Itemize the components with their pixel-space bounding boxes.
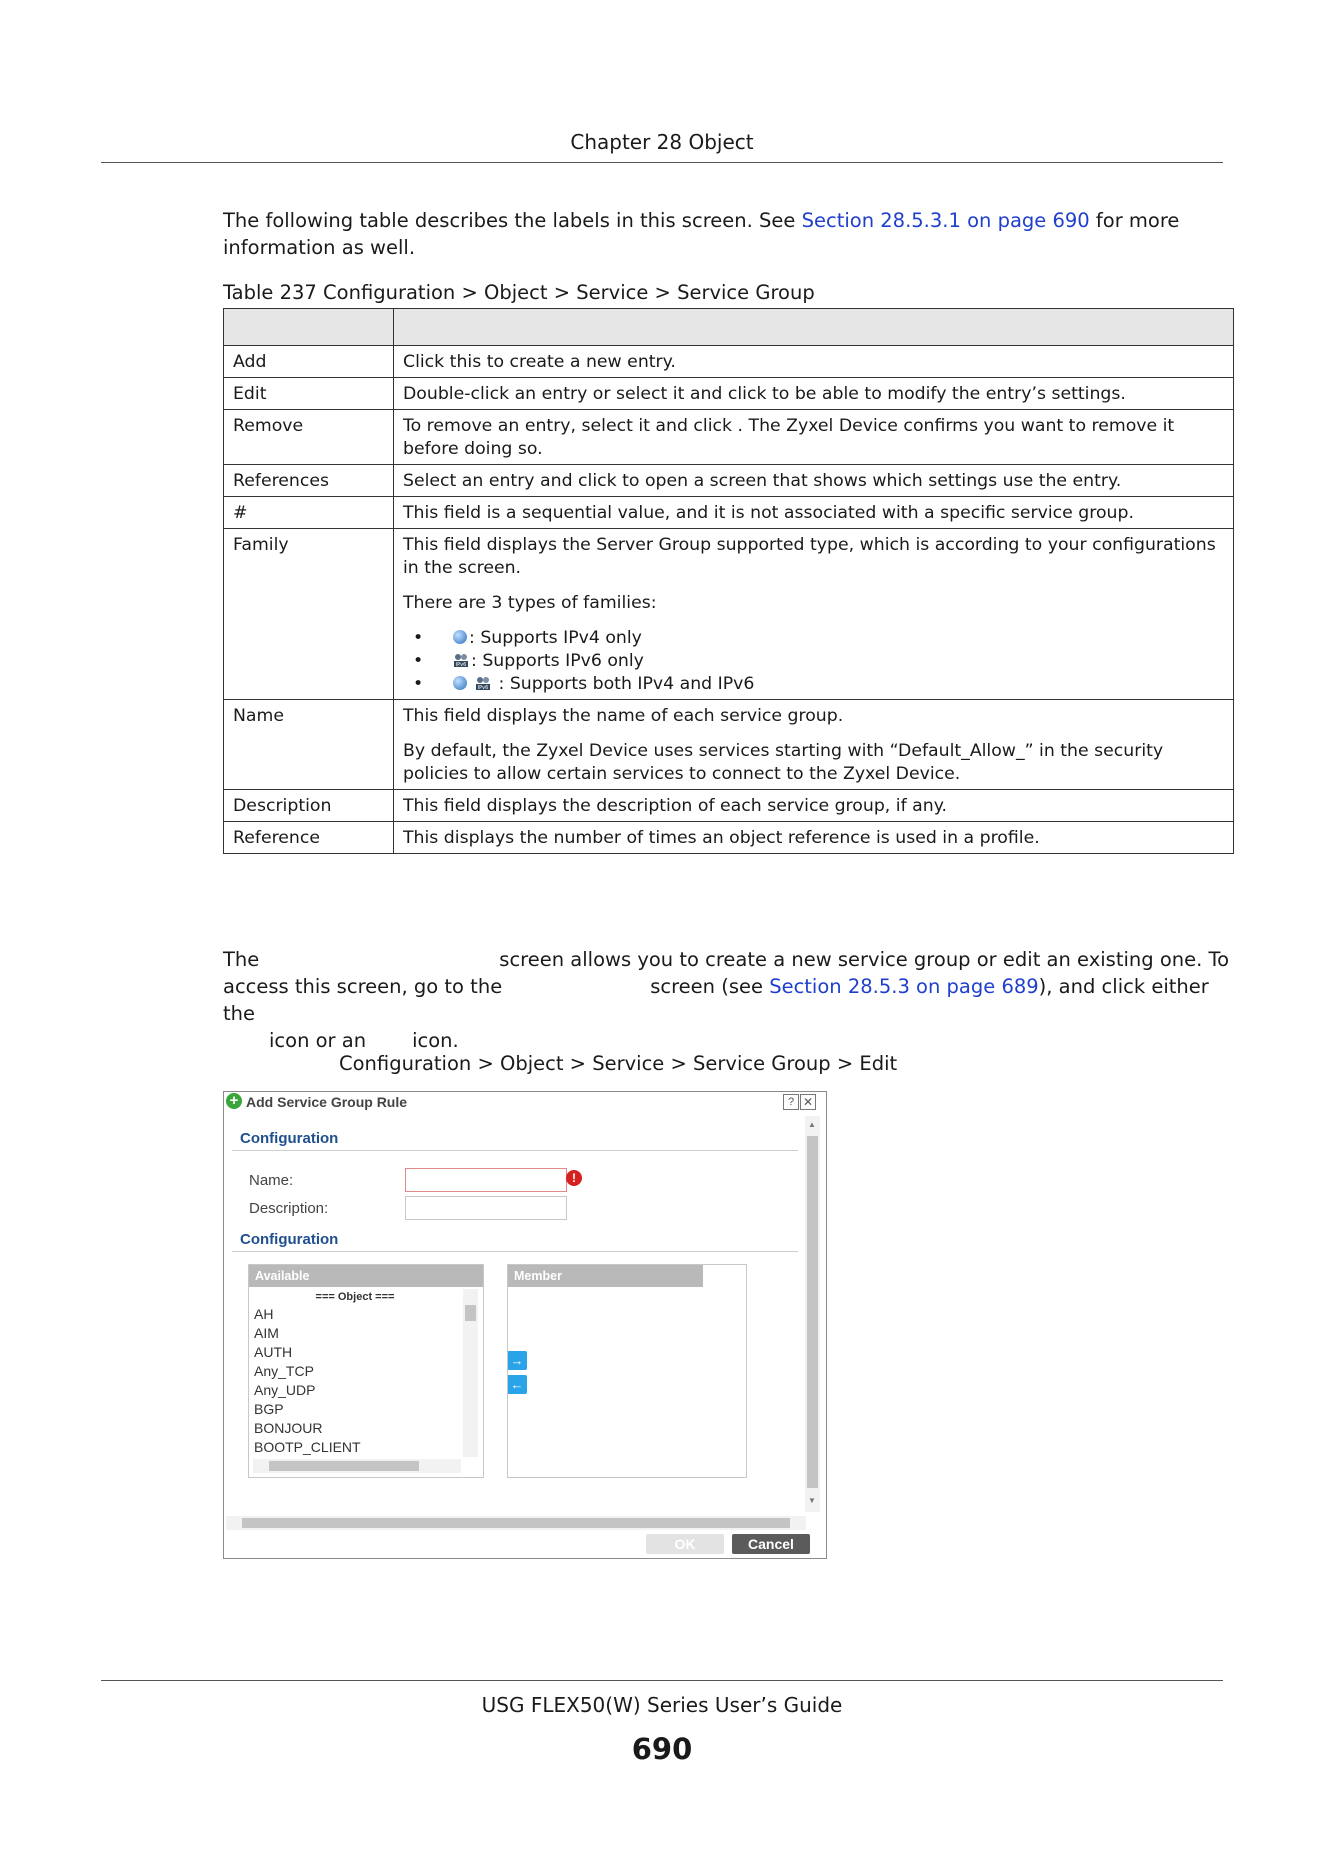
row-desc: This field is a sequential value, and it is not associated with a specific service group.	[394, 497, 1234, 529]
chapter-header: Chapter 28 Object	[570, 130, 754, 154]
cancel-button[interactable]: Cancel	[732, 1534, 810, 1554]
scroll-up-icon[interactable]: ▲	[808, 1120, 816, 1129]
hscroll-thumb[interactable]	[269, 1461, 419, 1471]
labels-table	[223, 308, 1234, 854]
scroll-down-icon[interactable]: ▼	[808, 1496, 816, 1505]
name-desc: This field displays the name of each service group.	[403, 706, 844, 726]
edit-screen-paragraph: The screen allows you to create a new service group or edit an existing one. To access this screen, go to the screen (see Section 28.5.3 on page 689), and click either the icon or an icon.	[223, 948, 1230, 1052]
svg-text:IPv6: • IPv6	[477, 685, 489, 691]
row-label: Remove	[224, 410, 394, 465]
figure-caption: Configuration > Object > Service > Service Group > Edit	[339, 1052, 898, 1075]
remove-member-arrow-icon[interactable]: ←	[507, 1375, 527, 1394]
row-desc: To remove an entry, select it and click . The Zyxel Device confirms you want to remove it before doing so.	[394, 410, 1234, 465]
available-items	[254, 1305, 459, 1457]
section-configuration-2: Configuration	[240, 1231, 339, 1248]
svg-text:IPv6: • IPv6	[455, 662, 467, 668]
table-row-family	[224, 529, 1234, 700]
dialog-hscroll-thumb[interactable]	[242, 1518, 790, 1528]
add-service-group-dialog	[223, 1091, 827, 1559]
row-desc: Click this to create a new entry.	[394, 346, 1234, 378]
section-link[interactable]: Section 28.5.3 on page 689	[769, 975, 1039, 998]
ipv4-icon	[453, 676, 467, 690]
section-configuration: Configuration	[240, 1130, 339, 1147]
family-list	[403, 627, 1224, 696]
row-label: #	[224, 497, 394, 529]
list-item[interactable]: AH	[254, 1306, 274, 1322]
page-number: 690	[631, 1732, 693, 1766]
row-desc: Double-click an entry or select it and click to be able to modify the entry’s settings.	[394, 378, 1234, 410]
vscroll-thumb[interactable]	[807, 1136, 818, 1488]
close-icon[interactable]: ✕	[800, 1094, 816, 1110]
list-item: • IPv6 : Supports IPv6 only	[413, 650, 1224, 673]
dialog-hscroll[interactable]	[226, 1516, 806, 1530]
row-label: Family	[224, 529, 394, 700]
member-header: Member	[508, 1265, 703, 1287]
list-item[interactable]: BOOTP_CLIENT	[254, 1439, 361, 1455]
add-icon: +	[226, 1093, 242, 1109]
description-label: Description:	[249, 1200, 329, 1217]
list-item: • IPv6 : Supports both IPv4 and IPv6	[413, 673, 1224, 696]
row-label: Name	[224, 700, 394, 790]
row-label: References	[224, 465, 394, 497]
row-label: Edit	[224, 378, 394, 410]
table-row-name	[224, 700, 1234, 790]
intro-text-before: The following table describes the labels in this screen. See	[223, 209, 802, 232]
ok-button[interactable]: OK	[646, 1534, 724, 1554]
list-item[interactable]: BGP	[254, 1401, 284, 1417]
row-desc: This displays the number of times an object reference is used in a profile.	[394, 822, 1234, 854]
guide-title: USG FLEX50(W) Series User’s Guide	[481, 1693, 843, 1717]
table-row	[224, 465, 1234, 497]
available-hscroll[interactable]	[253, 1459, 461, 1473]
row-desc: Select an entry and click to open a screen that shows which settings use the entry.	[394, 465, 1234, 497]
list-item[interactable]: BONJOUR	[254, 1420, 323, 1436]
table-row	[224, 410, 1234, 465]
dialog-vscroll[interactable]	[805, 1116, 820, 1512]
list-item: • : Supports IPv4 only	[413, 627, 1224, 650]
available-vscroll[interactable]	[463, 1289, 478, 1457]
available-list[interactable]	[248, 1264, 484, 1478]
name-default-note: By default, the Zyxel Device uses services starting with “Default_Allow_” in the security policies to allow certain services to connect to the Zyxel Device.	[403, 741, 1164, 784]
row-label: Add	[224, 346, 394, 378]
table-caption: Table 237 Configuration > Object > Service > Service Group	[223, 281, 815, 304]
header-rule	[101, 162, 1223, 163]
table-row	[224, 378, 1234, 410]
member-list[interactable]	[507, 1264, 747, 1478]
family-desc: This field displays the Server Group supported type, which is according to your configurations in the screen.	[403, 535, 1216, 578]
family-types-intro: There are 3 types of families:	[403, 593, 657, 613]
row-desc: This field displays the description of each service group, if any.	[394, 790, 1234, 822]
list-item[interactable]: AIM	[254, 1325, 279, 1341]
table-header-row	[224, 309, 1234, 346]
row-label: Reference	[224, 822, 394, 854]
ipv4-icon	[453, 630, 467, 644]
row-label: Description	[224, 790, 394, 822]
table-row	[224, 822, 1234, 854]
intro-text-after: for more information as well.	[223, 209, 1180, 259]
available-header: Available	[249, 1265, 483, 1287]
table-row	[224, 790, 1234, 822]
object-group-header: === Object ===	[315, 1291, 395, 1303]
ipv6-icon	[475, 675, 491, 691]
intro-paragraph	[223, 207, 1223, 261]
list-item[interactable]: Any_TCP	[254, 1363, 314, 1379]
list-item[interactable]: Any_UDP	[254, 1382, 316, 1398]
error-icon: !	[566, 1170, 582, 1186]
description-input[interactable]	[405, 1196, 567, 1220]
dialog-title: Add Service Group Rule	[246, 1094, 408, 1110]
name-input[interactable]	[405, 1168, 567, 1192]
table-row	[224, 346, 1234, 378]
scroll-thumb[interactable]	[465, 1305, 476, 1321]
footer-rule	[101, 1680, 1223, 1681]
add-member-arrow-icon[interactable]: →	[507, 1351, 527, 1370]
section-divider	[232, 1150, 798, 1151]
name-label: Name:	[249, 1172, 294, 1189]
intro-section-link[interactable]: Section 28.5.3.1 on page 690	[801, 209, 1090, 232]
ipv6-icon	[453, 652, 469, 668]
list-item[interactable]: AUTH	[254, 1344, 293, 1360]
table-row	[224, 497, 1234, 529]
section-divider	[232, 1251, 798, 1252]
help-icon[interactable]: ?	[783, 1094, 799, 1110]
